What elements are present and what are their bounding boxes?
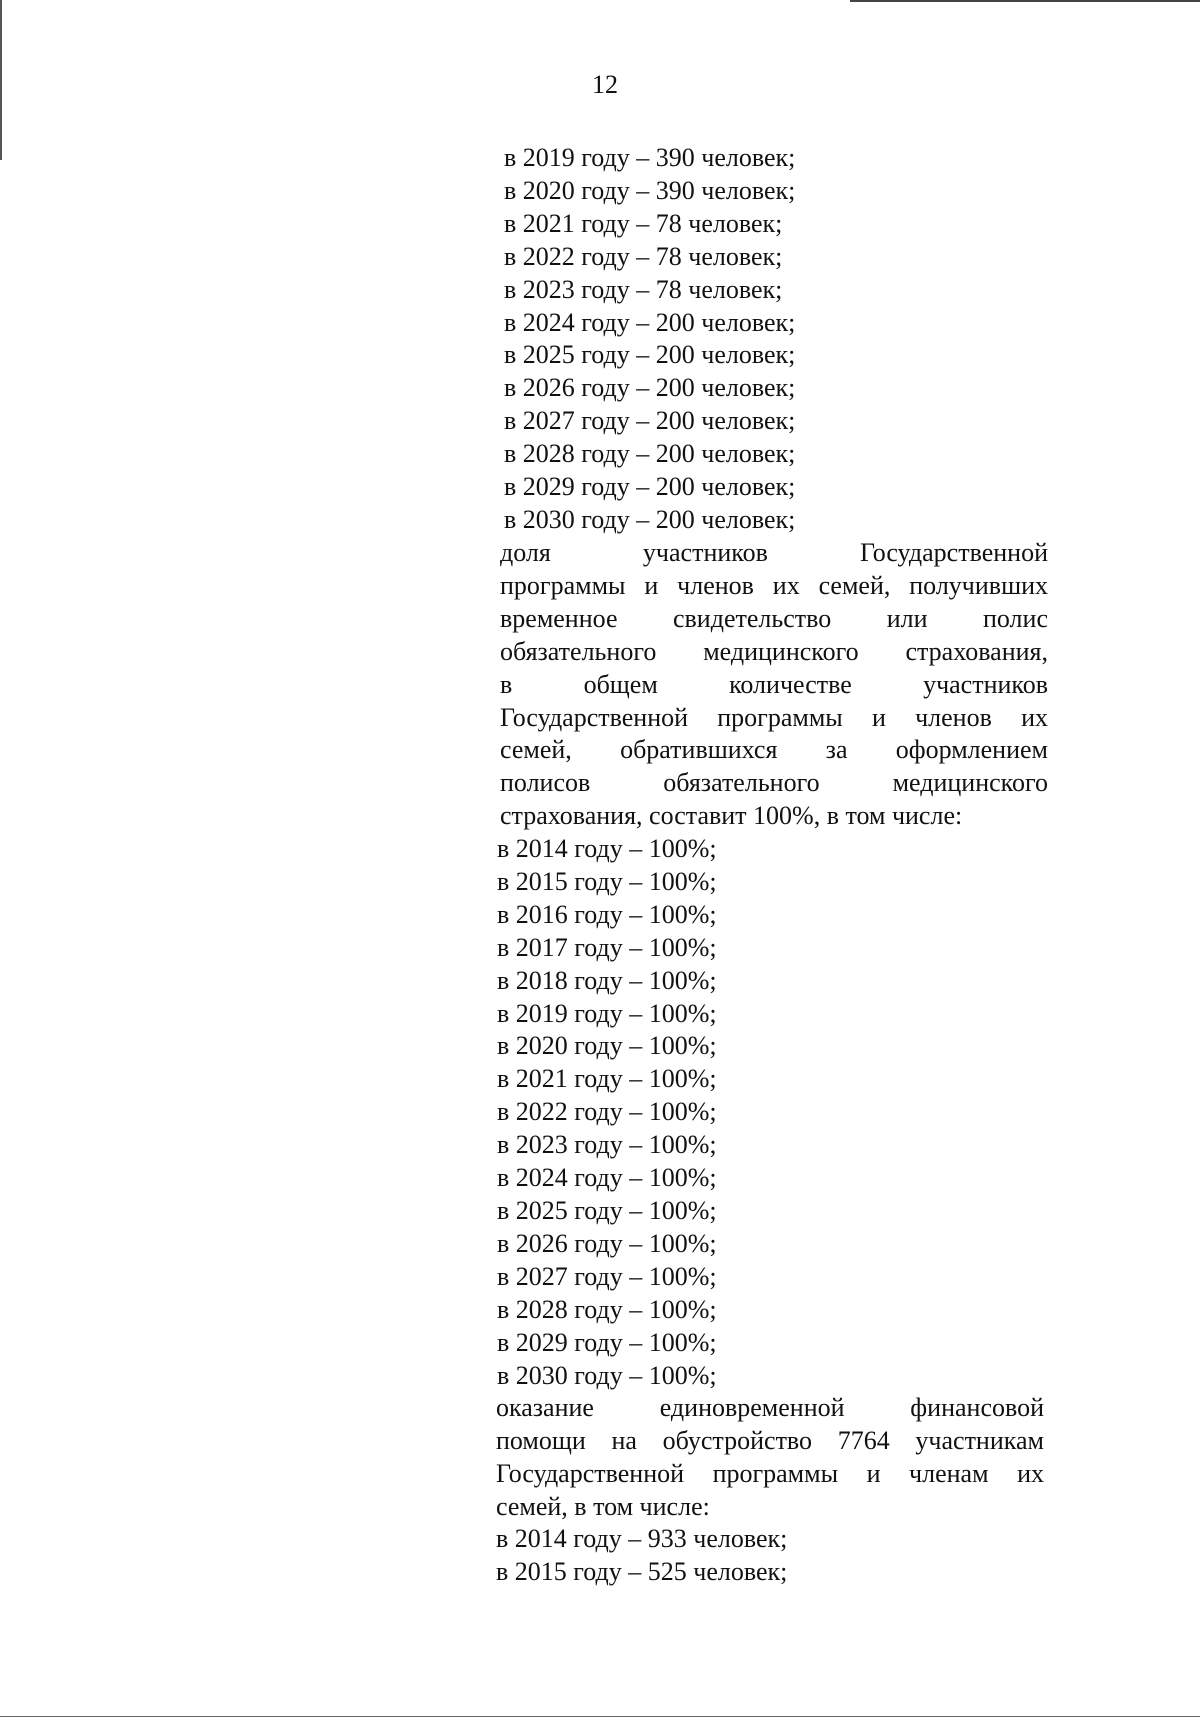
list-item: в 2014 году – 100%;	[497, 834, 717, 863]
paragraph-line: доля участников Государственной	[500, 538, 1048, 567]
list-item: в 2020 году – 100%;	[497, 1031, 717, 1061]
paragraph-line: Государственной программы и членов их	[500, 702, 1048, 732]
list-item: в 2020 году – 390 человек;	[504, 175, 796, 205]
list-item: в 2028 году – 200 человек;	[504, 439, 796, 469]
scan-edge-line	[0, 1716, 1200, 1717]
paragraph-line: Государственной программы и членам их	[496, 1458, 1044, 1488]
paragraph-line: помощи на обустройство 7764 участникам	[496, 1425, 1044, 1455]
scan-edge-line	[850, 0, 1200, 2]
list-item: в 2015 году – 525 человек;	[496, 1556, 788, 1586]
list-item: в 2027 году – 100%;	[497, 1261, 717, 1291]
paragraph-insurance-share	[500, 537, 1048, 833]
list-item: в 2025 году – 200 человек;	[504, 340, 796, 370]
year-list-percent-2014-2030	[497, 833, 837, 1392]
list-item: в 2021 году – 78 человек;	[504, 208, 783, 238]
list-item: в 2021 году – 100%;	[497, 1064, 717, 1094]
year-list-participants-2019-2030	[504, 142, 844, 537]
list-item: в 2025 году – 100%;	[497, 1195, 717, 1225]
paragraph-line: оказание единовременной финансовой	[496, 1393, 1044, 1422]
paragraph-line: страхования, составит 100%, в том числе:	[500, 801, 963, 831]
list-item: в 2024 году – 200 человек;	[504, 307, 796, 337]
list-item: в 2029 году – 100%;	[497, 1327, 717, 1357]
list-item: в 2019 году – 390 человек;	[504, 143, 796, 172]
list-item: в 2018 году – 100%;	[497, 965, 717, 995]
scan-edge-line	[0, 0, 2, 160]
paragraph-financial-aid	[496, 1392, 1044, 1524]
list-item: в 2022 году – 78 человек;	[504, 241, 783, 271]
paragraph-line: полисов обязательного медицинского	[500, 768, 1048, 798]
list-item: в 2030 году – 200 человек;	[504, 504, 796, 534]
list-item: в 2026 году – 200 человек;	[504, 373, 796, 403]
list-item: в 2014 году – 933 человек;	[496, 1524, 788, 1553]
list-item: в 2026 году – 100%;	[497, 1228, 717, 1258]
paragraph-line: в общем количестве участников	[500, 669, 1048, 699]
list-item: в 2016 году – 100%;	[497, 899, 717, 929]
paragraph-line: семей, в том числе:	[496, 1491, 710, 1521]
list-item: в 2023 году – 78 человек;	[504, 274, 783, 304]
list-item: в 2029 году – 200 человек;	[504, 472, 796, 502]
paragraph-line: программы и членов их семей, получивших	[500, 570, 1048, 600]
list-item: в 2019 году – 100%;	[497, 998, 717, 1028]
list-item: в 2022 году – 100%;	[497, 1097, 717, 1127]
list-item: в 2024 году – 100%;	[497, 1163, 717, 1193]
list-item: в 2030 году – 100%;	[497, 1360, 717, 1390]
year-list-aid-recipients	[496, 1523, 856, 1589]
list-item: в 2028 году – 100%;	[497, 1294, 717, 1324]
paragraph-line: обязательного медицинского страхования,	[500, 636, 1048, 666]
paragraph-line: семей, обратившихся за оформлением	[500, 735, 1048, 765]
paragraph-line: временное свидетельство или полис	[500, 603, 1048, 633]
list-item: в 2017 году – 100%;	[497, 932, 717, 962]
list-item: в 2023 году – 100%;	[497, 1130, 717, 1160]
page-number: 12	[592, 70, 618, 99]
list-item: в 2015 году – 100%;	[497, 866, 717, 896]
list-item: в 2027 году – 200 человек;	[504, 406, 796, 436]
